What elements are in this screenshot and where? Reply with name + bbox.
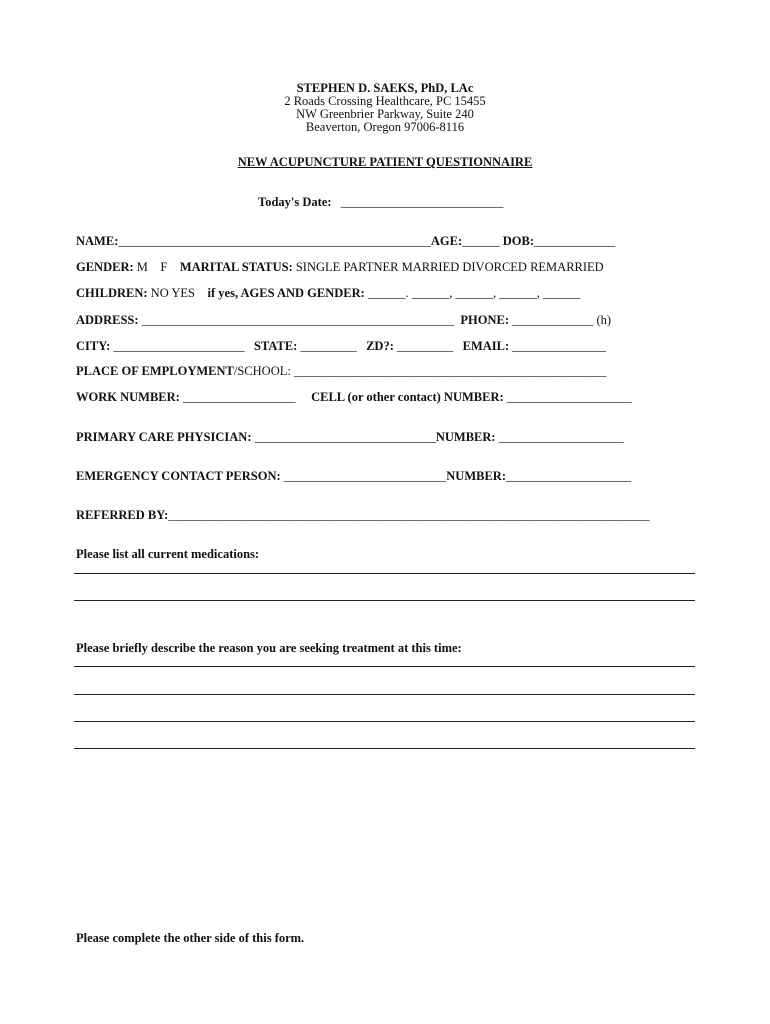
practitioner-header — [0, 82, 770, 134]
physician-number-field[interactable]: ____________________ — [498, 430, 624, 444]
name-field[interactable]: __________________________________________________ — [118, 234, 431, 248]
medications-line-1[interactable] — [74, 573, 695, 574]
cell-number-label: CELL (or other contact) NUMBER: — [311, 390, 504, 404]
zip-label: ZD?: — [366, 339, 394, 353]
physician-number-label: NUMBER: — [435, 430, 496, 444]
children-label: CHILDREN: — [76, 286, 148, 300]
emergency-contact-label: EMERGENCY CONTACT PERSON: — [76, 469, 281, 483]
phone-home-suffix: (h) — [596, 313, 612, 327]
referred-by-label: REFERRED BY: — [76, 508, 169, 522]
reason-line-3[interactable] — [74, 721, 695, 722]
address-field[interactable]: __________________________________________________ — [141, 313, 455, 327]
medications-prompt: Please list all current medications: — [76, 547, 260, 561]
state-field[interactable]: _________ — [300, 339, 357, 353]
cell-number-field[interactable]: ____________________ — [506, 390, 632, 404]
state-label: STATE: — [254, 339, 298, 353]
age-field[interactable]: ______ — [462, 234, 500, 248]
referred-by-row — [76, 508, 650, 523]
children-ages-field[interactable]: ______. ______, ______, ______, ______ — [367, 286, 581, 300]
reason-line-1[interactable] — [74, 666, 695, 667]
emergency-contact-field[interactable]: __________________________ — [283, 469, 447, 483]
gender-label: GENDER: — [76, 260, 134, 274]
work-number-label: WORK NUMBER: — [76, 390, 180, 404]
email-field[interactable]: _______________ — [512, 339, 607, 353]
phone-field[interactable]: _____________ — [512, 313, 594, 327]
age-label: AGE: — [430, 234, 463, 248]
reason-line-2[interactable] — [74, 694, 695, 695]
form-title: NEW ACUPUNCTURE PATIENT QUESTIONNAIRE — [237, 155, 533, 169]
employment-label: PLACE OF EMPLOYMENT — [76, 364, 234, 378]
employment-field[interactable]: __________________________________________________ — [293, 364, 607, 378]
emergency-contact-row — [76, 469, 631, 484]
reason-prompt: Please briefly describe the reason you are seeking treatment at this time: — [76, 641, 462, 655]
marital-status-label: MARITAL STATUS: — [179, 260, 293, 274]
practitioner-name: STEPHEN D. SAEKS, PhD, LAc — [296, 81, 474, 95]
address-line-3: Beaverton, Oregon 97006-8116 — [305, 120, 465, 134]
reason-line-4[interactable] — [74, 748, 695, 749]
children-ages-label: if yes, AGES AND GENDER: — [207, 286, 365, 300]
zip-field[interactable]: _________ — [397, 339, 454, 353]
gender-row — [76, 260, 604, 275]
dob-label: DOB: — [502, 234, 534, 248]
city-label: CITY: — [76, 339, 111, 353]
address-label: ADDRESS: — [76, 313, 139, 327]
work-number-field[interactable]: __________________ — [182, 390, 296, 404]
gender-options[interactable]: M F — [136, 260, 168, 274]
school-label: /SCHOOL: — [233, 364, 291, 378]
address-line-2: NW Greenbrier Parkway, Suite 240 — [296, 107, 474, 121]
dob-field[interactable]: _____________ — [533, 234, 616, 248]
emergency-number-label: NUMBER: — [446, 469, 506, 483]
work-number-row — [76, 390, 632, 405]
email-label: EMAIL: — [462, 339, 510, 353]
phone-label: PHONE: — [460, 313, 509, 327]
physician-field[interactable]: _____________________________ — [254, 430, 436, 444]
children-row — [76, 286, 580, 301]
city-field[interactable]: _____________________ — [113, 339, 245, 353]
physician-row — [76, 430, 624, 445]
physician-label: PRIMARY CARE PHYSICIAN: — [76, 430, 252, 444]
medications-line-2[interactable] — [74, 600, 695, 601]
todays-date-field[interactable]: __________________________ — [340, 195, 504, 209]
children-options[interactable]: NO YES — [150, 286, 196, 300]
address-line-1: 2 Roads Crossing Healthcare, PC 15455 — [284, 94, 486, 108]
todays-date-row — [258, 195, 503, 210]
marital-status-options[interactable]: SINGLE PARTNER MARRIED DIVORCED REMARRIED — [295, 260, 604, 274]
address-row — [76, 313, 611, 328]
name-row — [76, 234, 615, 249]
city-row — [76, 339, 606, 354]
referred-by-field[interactable]: _____________________________________________________________________________ — [168, 508, 650, 522]
employment-row — [76, 364, 606, 379]
emergency-number-field[interactable]: ____________________ — [506, 469, 631, 483]
footer-note: Please complete the other side of this form. — [76, 931, 305, 945]
todays-date-label: Today's Date: — [258, 195, 332, 209]
name-label: NAME: — [76, 234, 119, 248]
